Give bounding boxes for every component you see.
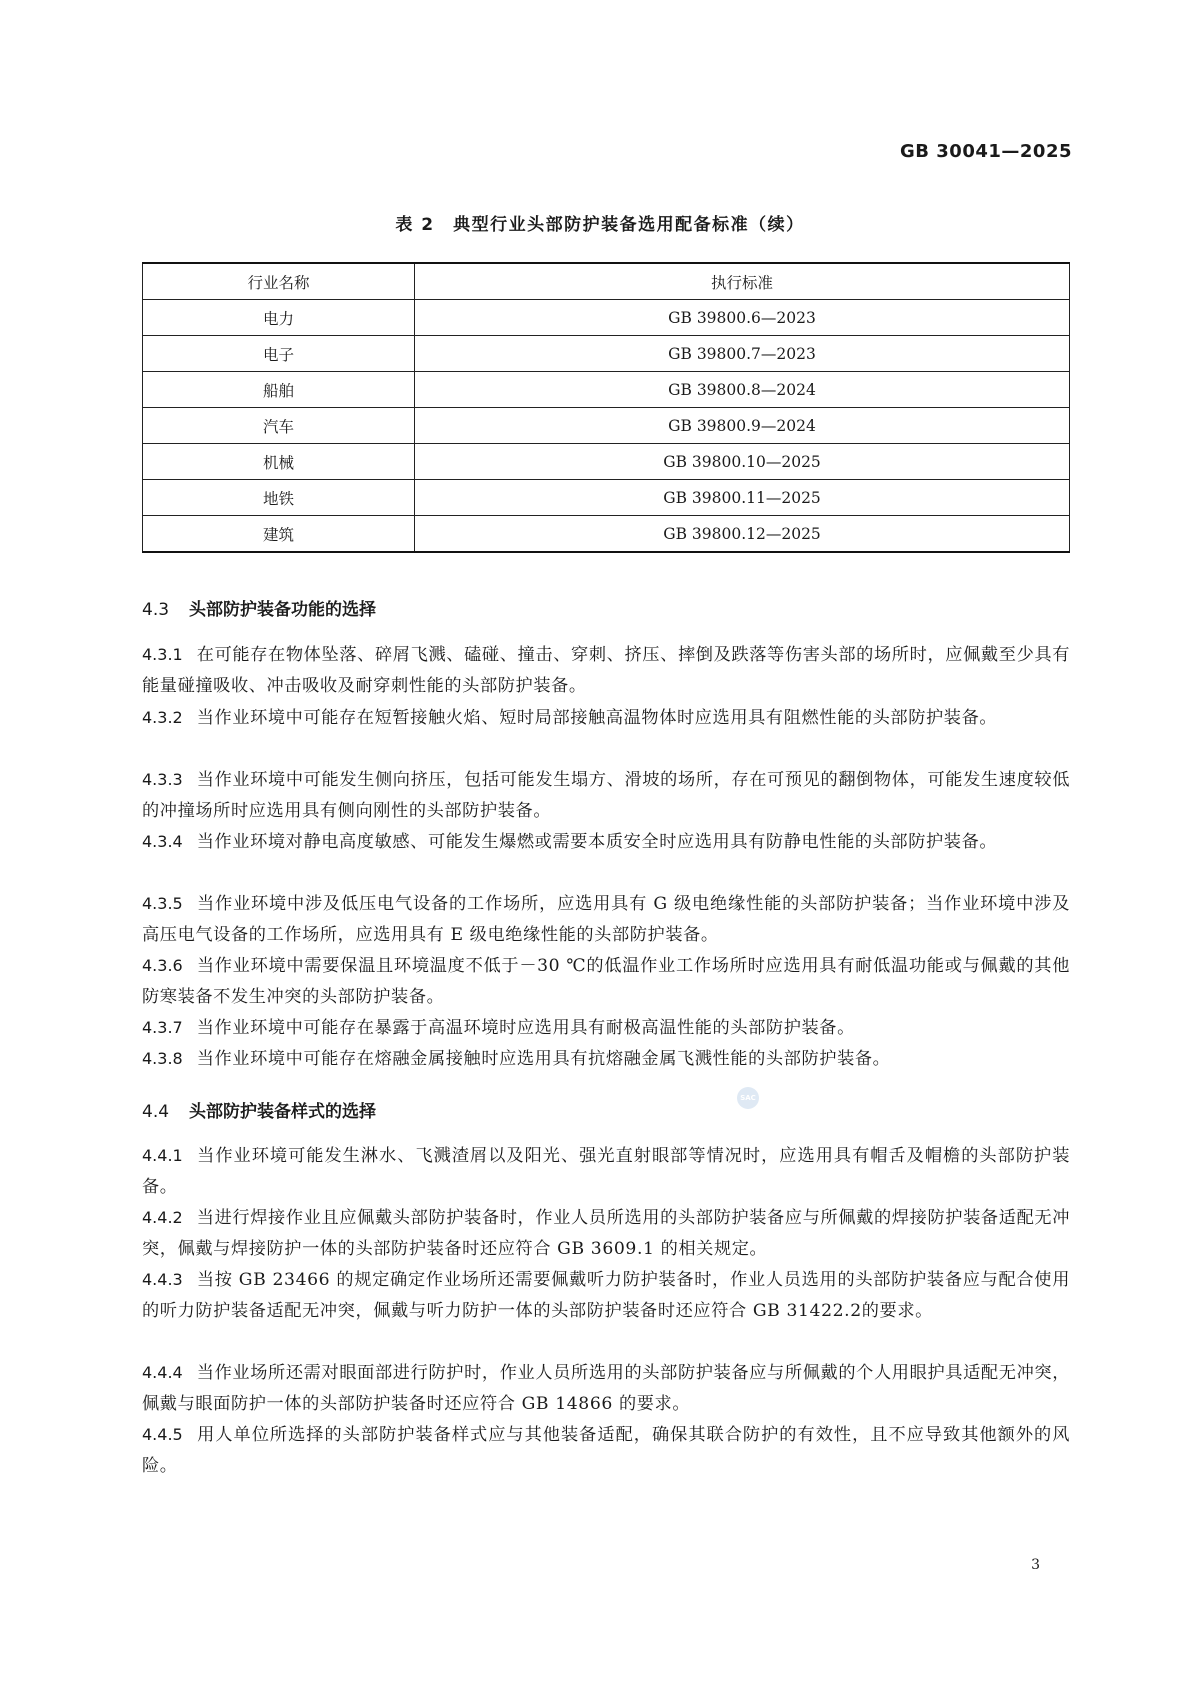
column-header-industry: 行业名称: [143, 263, 415, 300]
clause-text: 当进行焊接作业且应佩戴头部防护装备时，作业人员所选用的头部防护装备应与所佩戴的焊接防护装备适配无冲突，佩戴与焊接防护一体的头部防护装备时还应符合 GB 3609.1 的相关规定。: [142, 1208, 1070, 1259]
clause-number: 4.4.4: [142, 1363, 183, 1382]
section-title: 头部防护装备功能的选择: [189, 600, 377, 620]
section-heading-4-3: [142, 595, 376, 620]
standard-cell: GB 39800.6—2023: [415, 300, 1070, 336]
clause-4-3-7: [142, 1012, 1070, 1044]
table-row: [143, 516, 1070, 553]
clause-text: 当作业场所还需对眼面部进行防护时，作业人员所选用的头部防护装备应与所佩戴的个人用眼护具适配无冲突，佩戴与眼面防护一体的头部防护装备时还应符合 GB 14866 的要求。: [142, 1363, 1070, 1414]
industry-cell: 电力: [143, 300, 415, 336]
table-row: [143, 336, 1070, 372]
table-row: [143, 444, 1070, 480]
standard-cell: GB 39800.12—2025: [415, 516, 1070, 553]
clause-4-3-2: [142, 702, 1070, 734]
clause-text: 当作业环境中涉及低压电气设备的工作场所，应选用具有 G 级电绝缘性能的头部防护装备；当作业环境中涉及高压电气设备的工作场所，应选用具有 E 级电绝缘性能的头部防护装备。: [142, 894, 1070, 945]
clause-4-3-6: [142, 950, 1070, 1013]
clause-number: 4.3.7: [142, 1018, 183, 1037]
clause-text: 当作业环境中可能存在熔融金属接触时应选用具有抗熔融金属飞溅性能的头部防护装备。: [196, 1049, 891, 1069]
clause-number: 4.4.3: [142, 1270, 183, 1289]
sac-watermark-logo: SAC: [737, 1087, 759, 1109]
standard-number: GB 30041—2025: [900, 141, 1072, 162]
table-row: [143, 408, 1070, 444]
clause-text: 当作业环境中可能存在短暂接触火焰、短时局部接触高温物体时应选用具有阻燃性能的头部防护装备。: [196, 708, 998, 728]
clause-text: 当作业环境中可能存在暴露于高温环境时应选用具有耐极高温性能的头部防护装备。: [196, 1018, 855, 1038]
section-title: 头部防护装备样式的选择: [189, 1102, 377, 1122]
section-number: 4.3: [142, 600, 170, 620]
clause-4-3-3: [142, 764, 1070, 827]
clause-number: 4.3.5: [142, 894, 183, 913]
clause-4-4-3: [142, 1264, 1070, 1327]
clause-text: 当作业环境可能发生淋水、飞溅渣屑以及阳光、强光直射眼部等情况时，应选用具有帽舌及帽檐的头部防护装备。: [142, 1146, 1070, 1197]
industry-cell: 船舶: [143, 372, 415, 408]
clause-number: 4.4.2: [142, 1208, 183, 1227]
table-title: 表 2 典型行业头部防护装备选用配备标准（续）: [395, 215, 805, 235]
clause-text: 当作业环境对静电高度敏感、可能发生爆燃或需要本质安全时应选用具有防静电性能的头部防护装备。: [196, 832, 998, 852]
table-row: [143, 372, 1070, 408]
clause-number: 4.3.4: [142, 832, 183, 851]
clause-4-4-1: [142, 1140, 1070, 1203]
clause-text: 当按 GB 23466 的规定确定作业场所还需要佩戴听力防护装备时，作业人员选用的头部防护装备应与配合使用的听力防护装备适配无冲突，佩戴与听力防护一体的头部防护装备时还应符合 GB 31422.2的要求。: [142, 1270, 1070, 1321]
clause-text: 当作业环境中需要保温且环境温度不低于－30 ℃的低温作业工作场所时应选用具有耐低温功能或与佩戴的其他防寒装备不发生冲突的头部防护装备。: [142, 956, 1070, 1007]
table-row: [143, 480, 1070, 516]
clause-number: 4.3.2: [142, 708, 183, 727]
clause-number: 4.3.8: [142, 1049, 183, 1068]
clause-4-4-5: [142, 1419, 1070, 1482]
clause-4-3-8: [142, 1043, 1070, 1075]
standard-cell: GB 39800.10—2025: [415, 444, 1070, 480]
clause-4-4-2: [142, 1202, 1070, 1265]
standard-cell: GB 39800.9—2024: [415, 408, 1070, 444]
clause-number: 4.3.3: [142, 770, 183, 789]
clause-4-3-5: [142, 888, 1070, 951]
table-header-row: [143, 263, 1070, 300]
standard-cell: GB 39800.7—2023: [415, 336, 1070, 372]
clause-number: 4.4.1: [142, 1146, 183, 1165]
clause-text: 当作业环境中可能发生侧向挤压，包括可能发生塌方、滑坡的场所，存在可预见的翻倒物体，可能发生速度较低的冲撞场所时应选用具有侧向刚性的头部防护装备。: [142, 770, 1070, 821]
industry-cell: 汽车: [143, 408, 415, 444]
industry-cell: 机械: [143, 444, 415, 480]
clause-text: 在可能存在物体坠落、碎屑飞溅、磕碰、撞击、穿刺、挤压、摔倒及跌落等伤害头部的场所时，应佩戴至少具有能量碰撞吸收、冲击吸收及耐穿刺性能的头部防护装备。: [142, 645, 1070, 696]
industry-cell: 地铁: [143, 480, 415, 516]
standard-cell: GB 39800.11—2025: [415, 480, 1070, 516]
clause-4-3-1: [142, 639, 1070, 702]
clause-number: 4.3.1: [142, 645, 183, 664]
industry-cell: 电子: [143, 336, 415, 372]
clause-4-3-4: [142, 826, 1070, 858]
section-number: 4.4: [142, 1102, 170, 1122]
table-row: [143, 300, 1070, 336]
clause-number: 4.3.6: [142, 956, 183, 975]
industry-cell: 建筑: [143, 516, 415, 553]
page-number: 3: [1031, 1557, 1040, 1573]
clause-4-4-4: [142, 1357, 1070, 1420]
clause-text: 用人单位所选择的头部防护装备样式应与其他装备适配，确保其联合防护的有效性，且不应导致其他额外的风险。: [142, 1425, 1070, 1476]
standard-cell: GB 39800.8—2024: [415, 372, 1070, 408]
industry-standards-table: [142, 262, 1070, 553]
column-header-standard: 执行标准: [415, 263, 1070, 300]
clause-number: 4.4.5: [142, 1425, 183, 1444]
section-heading-4-4: [142, 1097, 376, 1122]
